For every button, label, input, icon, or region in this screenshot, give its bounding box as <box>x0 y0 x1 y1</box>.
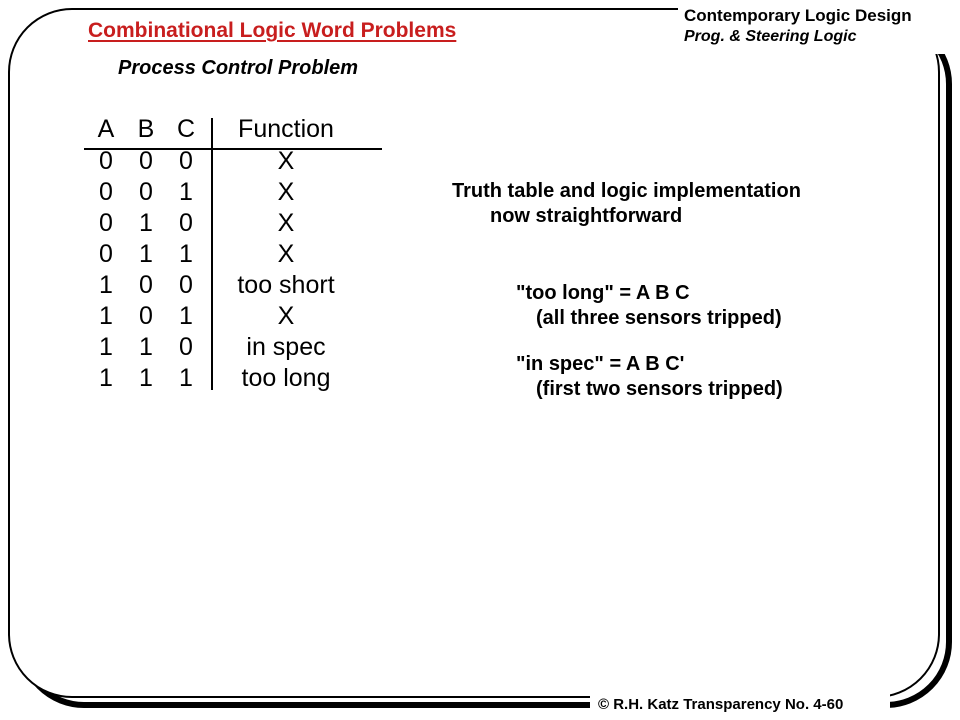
table-cell: 1 <box>99 302 113 330</box>
column-header-b: B <box>137 115 155 143</box>
table-cell: 1 <box>99 364 113 392</box>
table-cell: 1 <box>179 302 193 330</box>
table-cell: 0 <box>139 178 153 206</box>
table-cell: 1 <box>139 364 153 392</box>
slide-title: Combinational Logic Word Problems <box>88 19 457 42</box>
table-cell: 1 <box>179 178 193 206</box>
truth-table <box>80 112 400 402</box>
course-title: Contemporary Logic Design <box>684 6 912 25</box>
table-cell: 0 <box>99 178 113 206</box>
table-cell: in spec <box>246 333 326 361</box>
equation-text: "in spec" = A B C' <box>516 353 685 375</box>
equation-comment: (first two sensors tripped) <box>536 378 783 400</box>
note-line-1: Truth table and logic implementation <box>452 180 801 202</box>
table-cell: too long <box>241 364 331 392</box>
table-cell: 1 <box>139 333 153 361</box>
table-cell: X <box>277 240 295 268</box>
table-cell: X <box>277 302 295 330</box>
footer-credit: © R.H. Katz Transparency No. 4-60 <box>598 696 844 713</box>
table-cell: too short <box>237 271 335 299</box>
table-cell: 0 <box>179 209 193 237</box>
slide-subtitle: Process Control Problem <box>118 57 359 79</box>
explanation-note <box>452 179 801 229</box>
topic-title: Prog. & Steering Logic <box>684 28 857 45</box>
table-cell: 0 <box>99 209 113 237</box>
table-cell: 0 <box>139 147 153 175</box>
equation-comment: (all three sensors tripped) <box>536 307 782 329</box>
table-cell: 1 <box>99 333 113 361</box>
table-cell: 1 <box>139 209 153 237</box>
table-cell: 0 <box>99 147 113 175</box>
expression-in-spec <box>516 352 783 402</box>
table-cell: 1 <box>179 240 193 268</box>
table-cell: X <box>277 147 295 175</box>
table-cell: 0 <box>139 302 153 330</box>
column-header-function: Function <box>238 115 334 143</box>
equation-text: "too long" = A B C <box>516 282 690 304</box>
table-cell: 1 <box>139 240 153 268</box>
table-cell: X <box>277 178 295 206</box>
table-cell: 1 <box>99 271 113 299</box>
table-cell: 0 <box>179 147 193 175</box>
table-cell: 0 <box>139 271 153 299</box>
note-line-2: now straightforward <box>490 205 683 227</box>
column-header-a: A <box>97 115 115 143</box>
table-cell: 0 <box>179 333 193 361</box>
expression-too-long <box>516 281 782 331</box>
column-header-c: C <box>176 115 196 143</box>
table-cell: X <box>277 209 295 237</box>
table-cell: 0 <box>179 271 193 299</box>
table-cell: 0 <box>99 240 113 268</box>
table-cell: 1 <box>179 364 193 392</box>
